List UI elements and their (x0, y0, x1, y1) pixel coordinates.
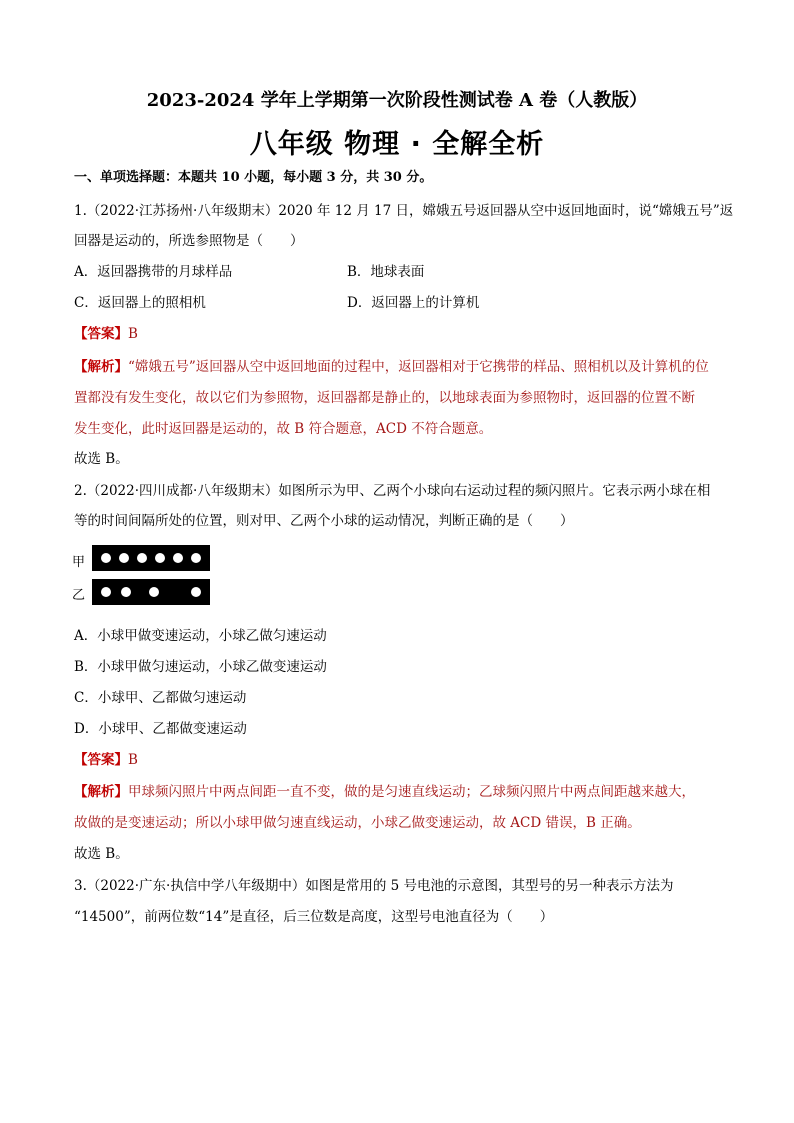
q2-analysis-line1 (74, 780, 695, 800)
q1-stem-line1: 1.（2022·江苏扬州·八年级期末）2020 年 12 月 17 日，嫦娥五号返回器从空中返回地面时，说“嫦娥五号”返 (74, 203, 734, 219)
ball-a-5 (173, 553, 183, 563)
ball-a-2 (119, 553, 129, 563)
q2-option-d: D．小球甲、乙都做变速运动 (74, 721, 247, 737)
q2-answer (74, 748, 138, 768)
q2-stem-line1: 2.（2022·四川成都·八年级期末）如图所示为甲、乙两个小球向右运动过程的频闪照片。它表示两小球在相 (74, 483, 711, 499)
q1-analysis-text1: “嫦娥五号”返回器从空中返回地面的过程中，返回器相对于它携带的样品、照相机以及计算机的位 (128, 359, 709, 375)
q2-analysis-line2: 故做的是变速运动；所以小球甲做匀速直线运动，小球乙做变速运动，故 ACD 错误，B 正确。 (74, 815, 641, 831)
section-heading: 一、单项选择题：本题共 10 小题，每小题 3 分，共 30 分。 (74, 170, 433, 185)
q1-answer-value: B (128, 326, 138, 342)
q2-stem-line2: 等的时间间隔所处的位置，则对甲、乙两个小球的运动情况，判断正确的是（ ） (74, 513, 574, 529)
q1-stem-line2: 回器是运动的，所选参照物是（ ） (74, 233, 304, 249)
q2-option-a: A．小球甲做变速运动，小球乙做匀速运动 (74, 628, 327, 644)
q1-answer-tag: 【答案】 (74, 326, 128, 342)
q1-conclusion: 故选 B。 (74, 451, 129, 467)
q1-option-c: C．返回器上的照相机 (74, 295, 206, 311)
q1-option-d: D．返回器上的计算机 (347, 295, 480, 311)
q2-option-c: C．小球甲、乙都做匀速运动 (74, 690, 247, 706)
q1-option-a: A．返回器携带的月球样品 (74, 264, 233, 280)
q1-analysis-tag: 【解析】 (74, 359, 128, 375)
strobe-strip-a (92, 545, 210, 571)
q2-option-b: B．小球甲做匀速运动，小球乙做变速运动 (74, 659, 327, 675)
ball-b-4 (191, 587, 201, 597)
q2-answer-value: B (128, 752, 138, 768)
page-subtitle: 八年级 物理 · 全解全析 (249, 129, 545, 160)
q1-analysis-line2: 置都没有发生变化，故以它们为参照物，返回器都是静止的，以地球表面为参照物时，返回器的位置不断 (74, 390, 695, 406)
q3-stem-line2: “14500”，前两位数“14”是直径，后三位数是高度，这型号电池直径为（ ） (74, 909, 554, 925)
ball-b-2 (121, 587, 131, 597)
q2-analysis-text1: 甲球频闪照片中两点间距一直不变，做的是匀速直线运动；乙球频闪照片中两点间距越来越大， (128, 784, 695, 800)
q1-analysis-line3: 发生变化，此时返回器是运动的，故 B 符合题意，ACD 不符合题意。 (74, 421, 493, 437)
ball-a-6 (191, 553, 201, 563)
q2-conclusion: 故选 B。 (74, 846, 129, 862)
q2-answer-tag: 【答案】 (74, 752, 128, 768)
ball-b-3 (149, 587, 159, 597)
page-title: 2023-2024 学年上学期第一次阶段性测试卷 A 卷（人教版） (146, 90, 648, 111)
q1-answer (74, 322, 138, 342)
ball-a-4 (155, 553, 165, 563)
strobe-strip-b (92, 579, 210, 605)
strip-label-b: 乙 (72, 588, 86, 603)
q2-analysis-tag: 【解析】 (74, 784, 128, 800)
q3-stem-line1: 3.（2022·广东·执信中学八年级期中）如图是常用的 5 号电池的示意图，其型号的另一种表示方法为 (74, 878, 674, 894)
ball-b-1 (101, 587, 111, 597)
strip-label-a: 甲 (72, 555, 86, 570)
ball-a-3 (137, 553, 147, 563)
ball-a-1 (101, 553, 111, 563)
q1-analysis-line1 (74, 355, 709, 375)
q1-option-b: B．地球表面 (347, 264, 425, 280)
